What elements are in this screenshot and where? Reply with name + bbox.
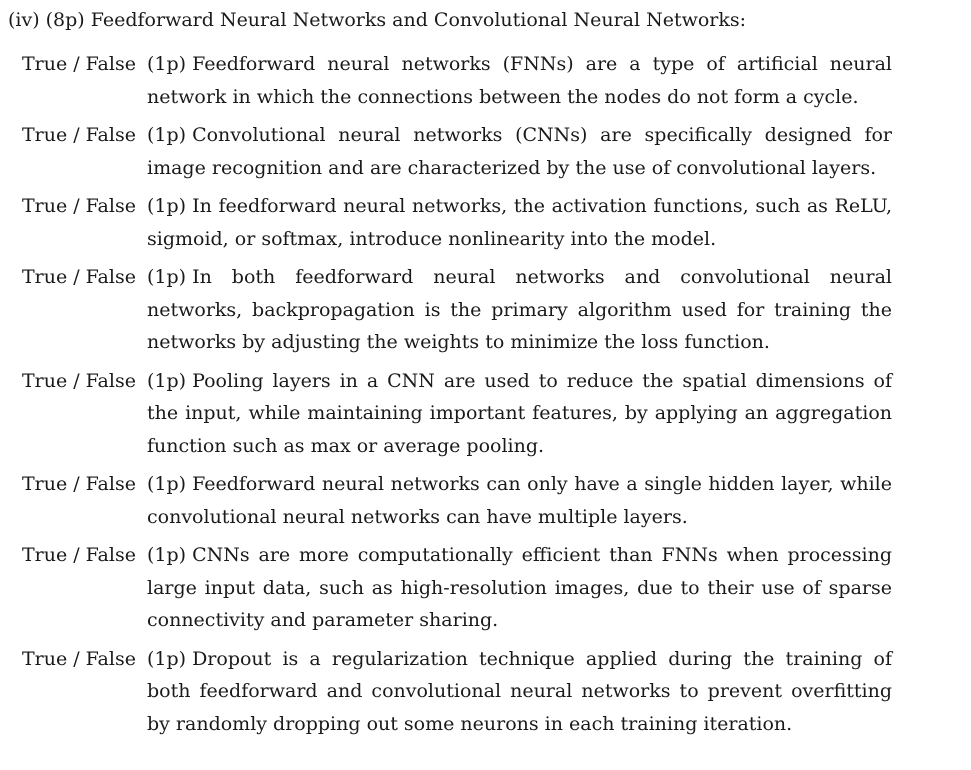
true-false-choice <box>22 539 147 572</box>
statement-points: (1p) <box>147 473 187 495</box>
statement-item-2 <box>22 119 951 184</box>
true-false-choice <box>22 119 147 152</box>
statement-text <box>147 539 892 637</box>
true-false-choice <box>22 643 147 676</box>
statement-body: Feedforward neural networks (FNNs) are a type of artificial neural network in which the connections between the nodes do not form a cycle. <box>147 53 892 108</box>
statement-text <box>147 643 892 741</box>
true-option: True <box>22 53 68 75</box>
statement-text <box>147 365 892 463</box>
statement-body: CNNs are more computationally efficient than FNNs when processing large input data, such as high-resolution images, due to their use of sparse connectivity and parameter sharing. <box>147 544 892 631</box>
statement-points: (1p) <box>147 195 187 217</box>
question-heading <box>8 6 951 34</box>
statement-list <box>8 48 951 740</box>
true-option: True <box>22 369 68 392</box>
true-option: True <box>22 473 68 495</box>
false-option: False <box>85 647 136 670</box>
question-points: (8p) <box>45 9 85 31</box>
choice-separator: / <box>73 369 80 392</box>
statement-body: In feedforward neural networks, the activation functions, such as ReLU, sigmoid, or softmax, introduce nonlinearity into the model. <box>147 195 892 250</box>
statement-item-6 <box>22 468 951 533</box>
question-number: (iv) <box>8 9 40 31</box>
choice-separator: / <box>73 544 80 566</box>
false-option: False <box>85 53 136 75</box>
true-false-choice <box>22 48 147 81</box>
true-false-choice <box>22 261 147 294</box>
true-false-choice <box>22 365 147 398</box>
statement-points: (1p) <box>147 53 187 75</box>
statement-body: Convolutional neural networks (CNNs) are specifically designed for image recognition and are characterized by the use of convolutional layers. <box>147 124 892 179</box>
statement-item-3 <box>22 190 951 255</box>
true-option: True <box>22 544 68 566</box>
statement-text <box>147 190 892 255</box>
statement-text <box>147 48 892 113</box>
true-false-choice <box>22 190 147 223</box>
statement-points: (1p) <box>147 266 187 288</box>
false-option: False <box>85 266 136 288</box>
choice-separator: / <box>73 124 80 146</box>
false-option: False <box>85 369 136 392</box>
statement-item-8 <box>22 643 951 741</box>
statement-body: In both feedforward neural networks and convolutional neural networks, backpropagation is the primary algorithm used for training the networks by adjusting the weights to minimize the loss function. <box>147 266 892 353</box>
true-option: True <box>22 266 68 288</box>
statement-text <box>147 468 892 533</box>
false-option: False <box>85 544 136 566</box>
statement-item-1 <box>22 48 951 113</box>
statement-points: (1p) <box>147 124 187 146</box>
choice-separator: / <box>73 473 80 495</box>
statement-points: (1p) <box>147 369 187 392</box>
true-option: True <box>22 647 68 670</box>
statement-body: Pooling layers in a CNN are used to reduce the spatial dimensions of the input, while maintaining important features, by applying an aggregation function such as max or average pooling. <box>147 369 892 457</box>
question-title: Feedforward Neural Networks and Convolutional Neural Networks: <box>90 9 747 31</box>
false-option: False <box>85 195 136 217</box>
statement-body: Dropout is a regularization technique applied during the training of both feedforward and convolutional neural networks to prevent overfitting by randomly dropping out some neurons in each training iteration. <box>147 647 892 735</box>
choice-separator: / <box>73 53 80 75</box>
statement-text <box>147 261 892 359</box>
false-option: False <box>85 124 136 146</box>
statement-text <box>147 119 892 184</box>
statement-item-7 <box>22 539 951 637</box>
statement-item-5 <box>22 365 951 463</box>
true-option: True <box>22 124 68 146</box>
choice-separator: / <box>73 195 80 217</box>
false-option: False <box>85 473 136 495</box>
true-option: True <box>22 195 68 217</box>
choice-separator: / <box>73 647 80 670</box>
statement-points: (1p) <box>147 647 187 670</box>
statement-item-4 <box>22 261 951 359</box>
statement-points: (1p) <box>147 544 187 566</box>
choice-separator: / <box>73 266 80 288</box>
statement-body: Feedforward neural networks can only have a single hidden layer, while convolutional neural networks can have multiple layers. <box>147 473 892 528</box>
true-false-choice <box>22 468 147 501</box>
